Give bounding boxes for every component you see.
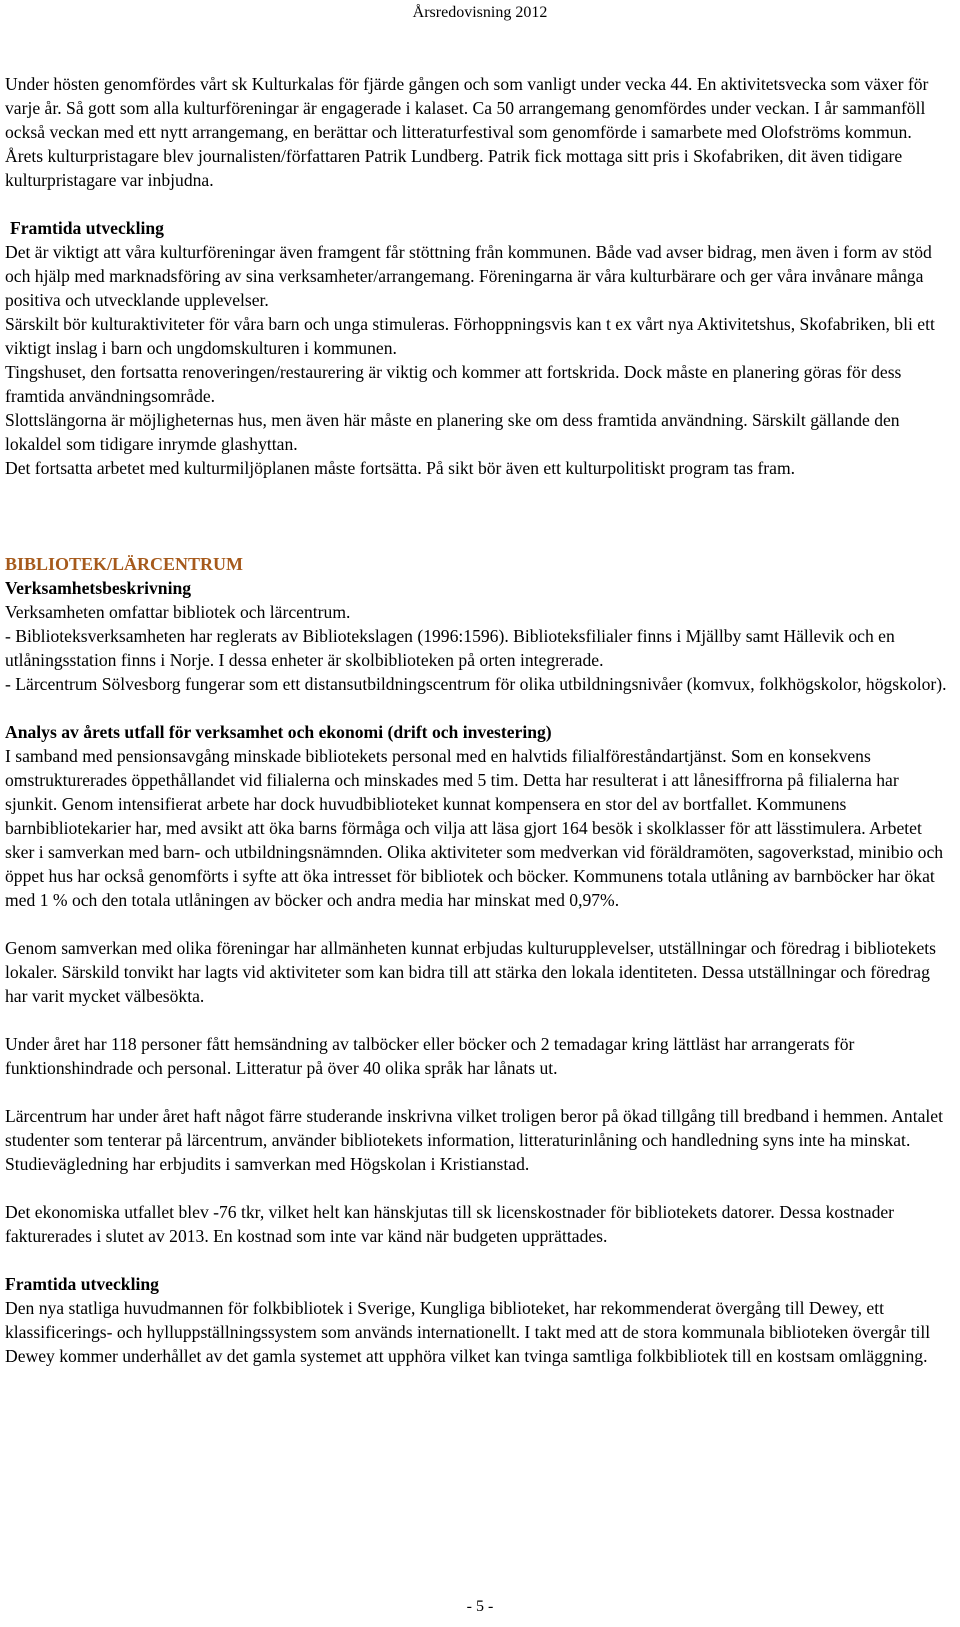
library-description-heading: Verksamhetsbeskrivning: [5, 578, 192, 598]
library-analysis-paragraph: Under året har 118 personer fått hemsändning av talböcker eller böcker och 2 temadagar kring lättläst har arrangerats för funktionshindrade och personal. Litteratur på över 40 olika språk har lånats ut.: [5, 1034, 855, 1078]
page-header: Årsredovisning 2012: [412, 4, 548, 21]
library-analysis-paragraph: I samband med pensionsavgång minskade bibliotekets personal med en halvtids filialföreståndartjänst. Som en konsekvens omstrukturerades öppethållandet vid filialerna och minskades med 5 tim. Detta har resulterat i att lånesiffrorna på filialerna har sjunkit. Genom intensifierat arbete har dock huvudbiblioteket kunnat kompensera en stor del av bortfallet. Kommunens barnbibliotekarier har, med avsikt att öka barns förmåga och vilja att läsa gjort 164 besök i skolklasser för att lässtimulera. Arbetet sker i samverkan med barn- och utbildningsnämnden. Olika aktiviteter som medverkan vid föräldramöten, sagoverkstad, minibio och öppet hus har också genomförts i syfte att öka intresset för bibliotek och böcker. Kommunens totala utlåning av barnböcker har ökat med 1 % och den totala utlåningen av böcker och andra media har minskat med 0,97%.: [5, 746, 944, 910]
culture-future-paragraph: Tingshuset, den fortsatta renoveringen/restaurering är viktig och kommer att fortskrida. Dock måste en planering göras för dess framtida användningsområde.: [5, 362, 902, 406]
kulturkalas-paragraph: Under hösten genomfördes vårt sk Kulturkalas för fjärde gången och som vanligt under vecka 44. En aktivitetsvecka som växer för varje år. Så gott som alla kulturföreningar är engagerade i kalaset. Ca 50 arrangemang genomfördes under veckan. I år sammanföll också veckan med ett nytt arrangemang, en berättar och litteraturfestival som genomförde i samarbete med Olofströms kommun.: [5, 74, 929, 142]
library-analysis-paragraph: Lärcentrum har under året haft något färre studerande inskrivna vilket troligen beror på ökad tillgång till bredband i hemmen. Antalet studenter som tenterar på lärcentrum, använder bibliotekets information, litteraturinlåning och handledning syns inte ha minskat. Studievägledning har erbjudits i samverkan med Högskolan i Kristianstad.: [5, 1106, 944, 1174]
page-number: - 5 -: [466, 1598, 494, 1615]
culture-future-paragraph: Särskilt bör kulturaktiviteter för våra barn och unga stimuleras. Förhoppningsvis kan t ex vårt nya Aktivitetshus, Skofabriken, bli ett viktigt inslag i barn och ungdomskulturen i kommunen.: [5, 314, 935, 358]
library-future-paragraph: Den nya statliga huvudmannen för folkbibliotek i Sverige, Kungliga biblioteket, har rekommenderat övergång till Dewey, ett klassificerings- och hylluppställningssystem som används internationellt. I takt med att de stora kommunala biblioteken övergår till Dewey kommer underhållet av det gamla systemet att upphöra vilket kan tvinga samtliga folkbibliotek till en kostsam omläggning.: [5, 1298, 931, 1366]
culture-future-paragraph: Det fortsatta arbetet med kulturmiljöplanen måste fortsätta. På sikt bör även ett kulturpolitiskt program tas fram.: [5, 458, 796, 478]
culture-future-heading: Framtida utveckling: [10, 218, 164, 238]
kulturpris-paragraph: Årets kulturpristagare blev journalisten/författaren Patrik Lundberg. Patrik fick mottaga sitt pris i Skofabriken, dit även tidigare kulturpristagare var inbjudna.: [5, 146, 903, 190]
library-section-title: BIBLIOTEK/LÄRCENTRUM: [5, 554, 244, 574]
library-description-line: - Biblioteksverksamheten har reglerats av Bibliotekslagen (1996:1596). Biblioteksfilialer finns i Mjällby samt Hällevik och en utlåningsstation finns i Norje. I dessa enheter är skolbiblioteken på orten integrerade.: [5, 626, 895, 670]
culture-future-paragraph: Det är viktigt att våra kulturföreningar även framgent får stöttning från kommunen. Både vad avser bidrag, men även i form av stöd och hjälp med marknadsföring av sina verksamheter/arrangemang. Föreningarna är våra kulturbärare och ger våra invånare många positiva och utvecklande upplevelser.: [5, 242, 932, 310]
document-body: [5, 72, 955, 1368]
library-analysis-paragraph: Det ekonomiska utfallet blev -76 tkr, vilket helt kan hänskjutas till sk licenskostnader för bibliotekets datorer. Dessa kostnader fakturerades i slutet av 2013. En kostnad som inte var känd när budgeten upprättades.: [5, 1202, 895, 1246]
library-analysis-heading: Analys av årets utfall för verksamhet och ekonomi (drift och investering): [5, 722, 552, 742]
culture-future-paragraph: Slottslängorna är möjligheternas hus, men även här måste en planering ske om dess framtida användning. Särskilt gällande den lokaldel som tidigare inrymde glashyttan.: [5, 410, 900, 454]
library-future-heading: Framtida utveckling: [5, 1274, 159, 1294]
library-description-line: Verksamheten omfattar bibliotek och lärcentrum.: [5, 602, 351, 622]
library-analysis-paragraph: Genom samverkan med olika föreningar har allmänheten kunnat erbjudas kulturupplevelser, utställningar och föredrag i bibliotekets lokaler. Särskild tonvikt har lagts vid aktiviteter som kan bidra till att stärka den lokala identiteten. Dessa utställningar och föredrag har varit mycket välbesökta.: [5, 938, 936, 1006]
library-description-line: - Lärcentrum Sölvesborg fungerar som ett distansutbildningscentrum för olika utbildningsnivåer (komvux, folkhögskolor, högskolor).: [5, 674, 947, 694]
